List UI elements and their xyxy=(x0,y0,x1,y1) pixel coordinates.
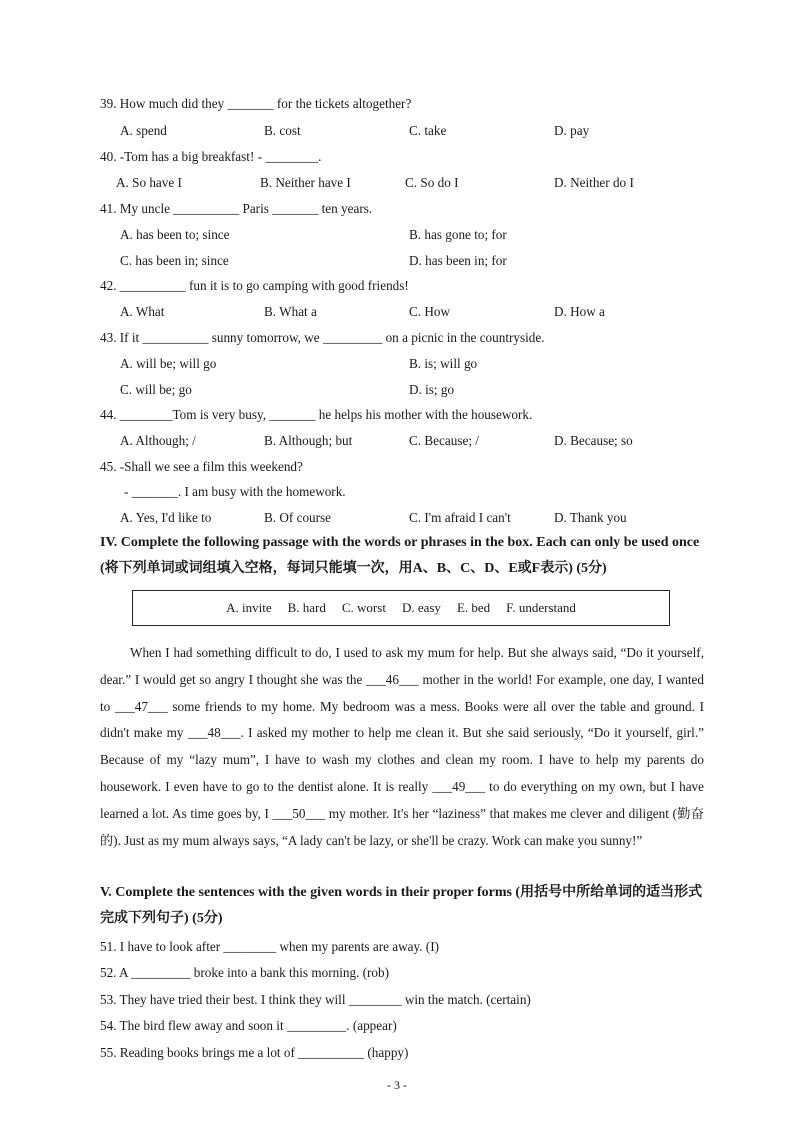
q41-option-b: B. has gone to; for xyxy=(409,227,507,242)
q45-option-c: C. I'm afraid I can't xyxy=(409,510,511,525)
question-45-reply: - _______. I am busy with the homework. xyxy=(124,484,346,499)
section-4-heading: IV. Complete the following passage with the words or phrases in the box. Each can only be used once (将下列单词或词组填入空格，每词只能填一次，用A、B、C、D、E或F表示) (5分) xyxy=(100,535,700,576)
question-55: 55. Reading books brings me a lot of __________ (happy) xyxy=(100,1045,409,1060)
word-box-item-a: A. invite xyxy=(226,600,272,615)
question-42-stem: 42. __________ fun it is to go camping with good friends! xyxy=(100,278,409,293)
q43-option-c: C. will be; go xyxy=(120,382,192,397)
q40-option-b: B. Neither have I xyxy=(260,175,351,190)
q43-option-a: A. will be; will go xyxy=(120,356,217,371)
q39-option-b: B. cost xyxy=(264,123,301,138)
cloze-passage xyxy=(100,640,704,854)
question-41-stem: 41. My uncle __________ Paris _______ ten years. xyxy=(100,201,373,216)
q40-option-c: C. So do I xyxy=(405,175,459,190)
q44-option-a: A. Although; / xyxy=(120,433,196,448)
question-52: 52. A _________ broke into a bank this morning. (rob) xyxy=(100,965,389,980)
page-number: - 3 - xyxy=(387,1078,407,1092)
q39-option-c: C. take xyxy=(409,123,447,138)
q40-option-d: D. Neither do I xyxy=(554,175,634,190)
question-39-stem: 39. How much did they _______ for the tickets altogether? xyxy=(100,96,412,111)
word-box xyxy=(132,590,670,626)
q39-option-a: A. spend xyxy=(120,123,167,138)
passage-text: When I had something difficult to do, I used to ask my mum for help. But she always said, “Do it yourself, dear.” I would get so angry I thought she was the ___46___ mother in the world! For example, one day, I wanted to ___47___ some friends to my home. My bedroom was a mess. Books were all over the table and ground. I didn't make my ___48___. I asked my mother to help me clean it. But she said seriously, “Do it yourself, girl.” Because of my “lazy mum”, I have to wash my clothes and clean my room. I have to help my parents do housework. I even have to go to the dentist alone. It is really ___49___ to do everything on my own, but I have learned a lot. As time goes by, I ___50___ my mother. It's her “laziness” that makes me clever and diligent (勤奋的). Just as my mum always says, “A lady can't be lazy, or she'll be crazy. Work can make you sunny!” xyxy=(100,645,704,848)
q44-option-b: B. Although; but xyxy=(264,433,353,448)
q44-option-d: D. Because; so xyxy=(554,433,633,448)
word-box-item-c: C. worst xyxy=(341,600,386,615)
q45-option-a: A. Yes, I'd like to xyxy=(120,510,212,525)
question-44-stem: 44. ________Tom is very busy, _______ he helps his mother with the housework. xyxy=(100,407,533,422)
question-43-stem: 43. If it __________ sunny tomorrow, we _________ on a picnic in the countryside. xyxy=(100,330,545,345)
section-5-heading: V. Complete the sentences with the given words in their proper forms (用括号中所给单词的适当形式完成下列句子) (5分) xyxy=(100,885,703,926)
question-53: 53. They have tried their best. I think they will ________ win the match. (certain) xyxy=(100,992,531,1007)
question-45-stem: 45. -Shall we see a film this weekend? xyxy=(100,459,303,474)
word-box-item-e: E. bed xyxy=(456,600,491,615)
q39-option-d: D. pay xyxy=(554,123,590,138)
q41-option-c: C. has been in; since xyxy=(120,253,229,268)
q42-option-b: B. What a xyxy=(264,304,317,319)
question-40-stem: 40. -Tom has a big breakfast! - ________. xyxy=(100,149,322,164)
q43-option-d: D. is; go xyxy=(409,382,455,397)
q41-option-a: A. has been to; since xyxy=(120,227,230,242)
q43-option-b: B. is; will go xyxy=(409,356,478,371)
q45-option-b: B. Of course xyxy=(264,510,332,525)
q41-option-d: D. has been in; for xyxy=(409,253,507,268)
q42-option-d: D. How a xyxy=(554,304,605,319)
word-box-item-f: F. understand xyxy=(506,600,576,615)
q45-option-d: D. Thank you xyxy=(554,510,627,525)
word-box-item-d: D. easy xyxy=(401,600,441,615)
question-54: 54. The bird flew away and soon it _________. (appear) xyxy=(100,1018,397,1033)
word-box-item-b: B. hard xyxy=(287,600,326,615)
q44-option-c: C. Because; / xyxy=(409,433,479,448)
q42-option-c: C. How xyxy=(409,304,451,319)
q42-option-a: A. What xyxy=(120,304,165,319)
question-51: 51. I have to look after ________ when my parents are away. (I) xyxy=(100,939,439,954)
q40-option-a: A. So have I xyxy=(116,175,182,190)
